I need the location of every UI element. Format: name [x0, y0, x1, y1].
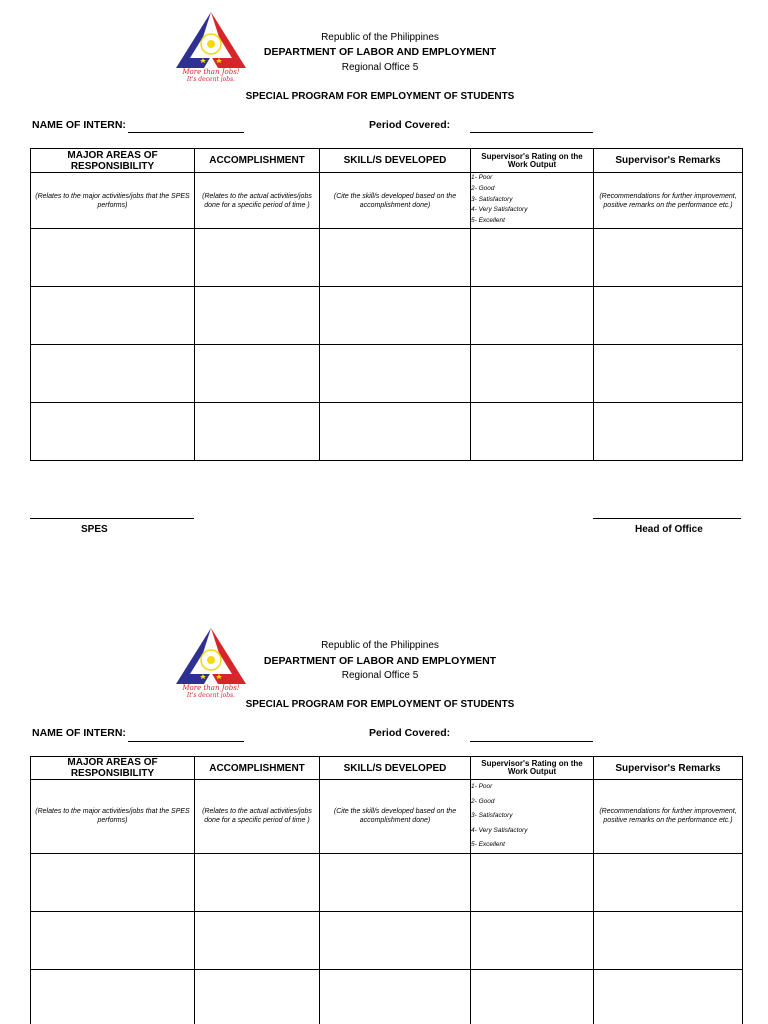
- table-cell[interactable]: [471, 969, 594, 1024]
- header-accomplishment: ACCOMPLISHMENT: [195, 149, 320, 173]
- spes-form-2: [0, 608, 768, 1024]
- program-title: SPECIAL PROGRAM FOR EMPLOYMENT OF STUDENTS: [245, 699, 515, 710]
- table-cell[interactable]: [471, 911, 594, 969]
- svg-text:More than Jobs!: More than Jobs!: [182, 68, 240, 76]
- regional-office-text: Regional Office 5: [341, 670, 419, 681]
- desc-major-areas: (Relates to the major activities/jobs that the SPES performs): [31, 173, 195, 229]
- table-cell[interactable]: [195, 229, 320, 287]
- responsibility-table: [30, 756, 743, 1024]
- table-cell[interactable]: [31, 911, 195, 969]
- table-row: [31, 969, 743, 1024]
- table-cell[interactable]: [320, 969, 471, 1024]
- table-cell[interactable]: [195, 287, 320, 345]
- table-cell[interactable]: [195, 403, 320, 461]
- table-cell[interactable]: [320, 229, 471, 287]
- rating-item: 3- Satisfactory: [471, 195, 513, 203]
- header-skills: SKILL/S DEVELOPED: [320, 757, 471, 780]
- department-title: DEPARTMENT OF LABOR AND EMPLOYMENT: [263, 655, 497, 667]
- table-cell[interactable]: [195, 911, 320, 969]
- period-covered-field[interactable]: [470, 132, 593, 133]
- table-cell[interactable]: [31, 403, 195, 461]
- header-rating: Supervisor's Rating on the Work Output: [471, 149, 594, 173]
- header-skills: SKILL/S DEVELOPED: [320, 149, 471, 173]
- table-cell[interactable]: [594, 229, 743, 287]
- desc-skills: (Cite the skill/s developed based on the accomplishment done): [320, 780, 471, 854]
- table-cell[interactable]: [471, 229, 594, 287]
- table-row: [31, 345, 743, 403]
- rating-item: 4- Very Satisfactory: [471, 826, 528, 834]
- name-of-intern-field[interactable]: [128, 741, 244, 742]
- header-major-areas: MAJOR AREAS OF RESPONSIBILITY: [31, 149, 195, 173]
- desc-skills: (Cite the skill/s developed based on the accomplishment done): [320, 173, 471, 229]
- table-cell[interactable]: [31, 969, 195, 1024]
- responsibility-table: [30, 148, 743, 461]
- head-signature-line[interactable]: [593, 518, 741, 519]
- regional-office-text: Regional Office 5: [341, 62, 419, 73]
- svg-text:It's decent jobs.: It's decent jobs.: [186, 76, 236, 82]
- period-covered-field[interactable]: [470, 741, 593, 742]
- department-title: DEPARTMENT OF LABOR AND EMPLOYMENT: [263, 46, 497, 58]
- rating-item: 1- Poor: [471, 174, 493, 181]
- header-accomplishment: ACCOMPLISHMENT: [195, 757, 320, 780]
- period-covered-label: Period Covered:: [369, 119, 451, 131]
- table-header-row: [31, 757, 743, 780]
- table-cell[interactable]: [594, 853, 743, 911]
- header-major-areas: MAJOR AREAS OF RESPONSIBILITY: [31, 757, 195, 780]
- rating-item: 5- Excellent: [471, 217, 505, 225]
- spes-signature-line[interactable]: [30, 518, 194, 519]
- desc-remarks: (Recommendations for further improvement, positive remarks on the performance etc.): [594, 780, 743, 854]
- program-title: SPECIAL PROGRAM FOR EMPLOYMENT OF STUDENTS: [245, 91, 515, 102]
- table-cell[interactable]: [31, 287, 195, 345]
- period-covered-label: Period Covered:: [369, 727, 451, 739]
- table-cell[interactable]: [594, 403, 743, 461]
- table-cell[interactable]: [594, 911, 743, 969]
- rating-item: 5- Excellent: [471, 841, 505, 849]
- table-cell[interactable]: [195, 853, 320, 911]
- table-header-row: [31, 149, 743, 173]
- table-row: [31, 911, 743, 969]
- desc-remarks: (Recommendations for further improvement, positive remarks on the performance etc.): [594, 173, 743, 229]
- spes-signature-label: SPES: [81, 524, 108, 535]
- svg-text:It's decent jobs.: It's decent jobs.: [186, 692, 236, 698]
- table-cell[interactable]: [594, 287, 743, 345]
- desc-major-areas: (Relates to the major activities/jobs that the SPES performs): [31, 780, 195, 854]
- table-cell[interactable]: [320, 345, 471, 403]
- svg-text:More than Jobs!: More than Jobs!: [182, 684, 240, 692]
- header-remarks: Supervisor's Remarks: [594, 149, 743, 173]
- desc-accomplishment: (Relates to the actual activities/jobs done for a specific period of time ): [195, 173, 320, 229]
- table-cell[interactable]: [594, 969, 743, 1024]
- table-cell[interactable]: [31, 345, 195, 403]
- table-cell[interactable]: [471, 403, 594, 461]
- table-cell[interactable]: [31, 229, 195, 287]
- table-cell[interactable]: [195, 345, 320, 403]
- rating-scale: [471, 173, 594, 229]
- rating-scale: [471, 780, 594, 854]
- head-signature-label: Head of Office: [635, 524, 703, 535]
- table-cell[interactable]: [320, 287, 471, 345]
- republic-text: Republic of the Philippines: [321, 640, 439, 651]
- name-of-intern-label: NAME OF INTERN:: [32, 727, 126, 739]
- table-row: [31, 287, 743, 345]
- table-cell[interactable]: [31, 853, 195, 911]
- table-cell[interactable]: [594, 345, 743, 403]
- name-of-intern-field[interactable]: [128, 132, 244, 133]
- table-cell[interactable]: [471, 287, 594, 345]
- table-cell[interactable]: [195, 969, 320, 1024]
- republic-text: Republic of the Philippines: [321, 32, 439, 43]
- rating-item: 1- Poor: [471, 783, 493, 790]
- table-cell[interactable]: [320, 853, 471, 911]
- table-cell[interactable]: [471, 853, 594, 911]
- table-cell[interactable]: [471, 345, 594, 403]
- rating-item: 2- Good: [471, 184, 495, 192]
- header-rating: Supervisor's Rating on the Work Output: [471, 757, 594, 780]
- table-description-row: [31, 780, 743, 854]
- table-row: [31, 229, 743, 287]
- desc-accomplishment: (Relates to the actual activities/jobs done for a specific period of time ): [195, 780, 320, 854]
- table-row: [31, 853, 743, 911]
- table-row: [31, 403, 743, 461]
- name-of-intern-label: NAME OF INTERN:: [32, 119, 126, 131]
- rating-item: 4- Very Satisfactory: [471, 206, 528, 214]
- rating-item: 3- Satisfactory: [471, 812, 513, 820]
- table-cell[interactable]: [320, 911, 471, 969]
- table-description-row: [31, 173, 743, 229]
- table-cell[interactable]: [320, 403, 471, 461]
- rating-item: 2- Good: [471, 797, 495, 805]
- header-remarks: Supervisor's Remarks: [594, 757, 743, 780]
